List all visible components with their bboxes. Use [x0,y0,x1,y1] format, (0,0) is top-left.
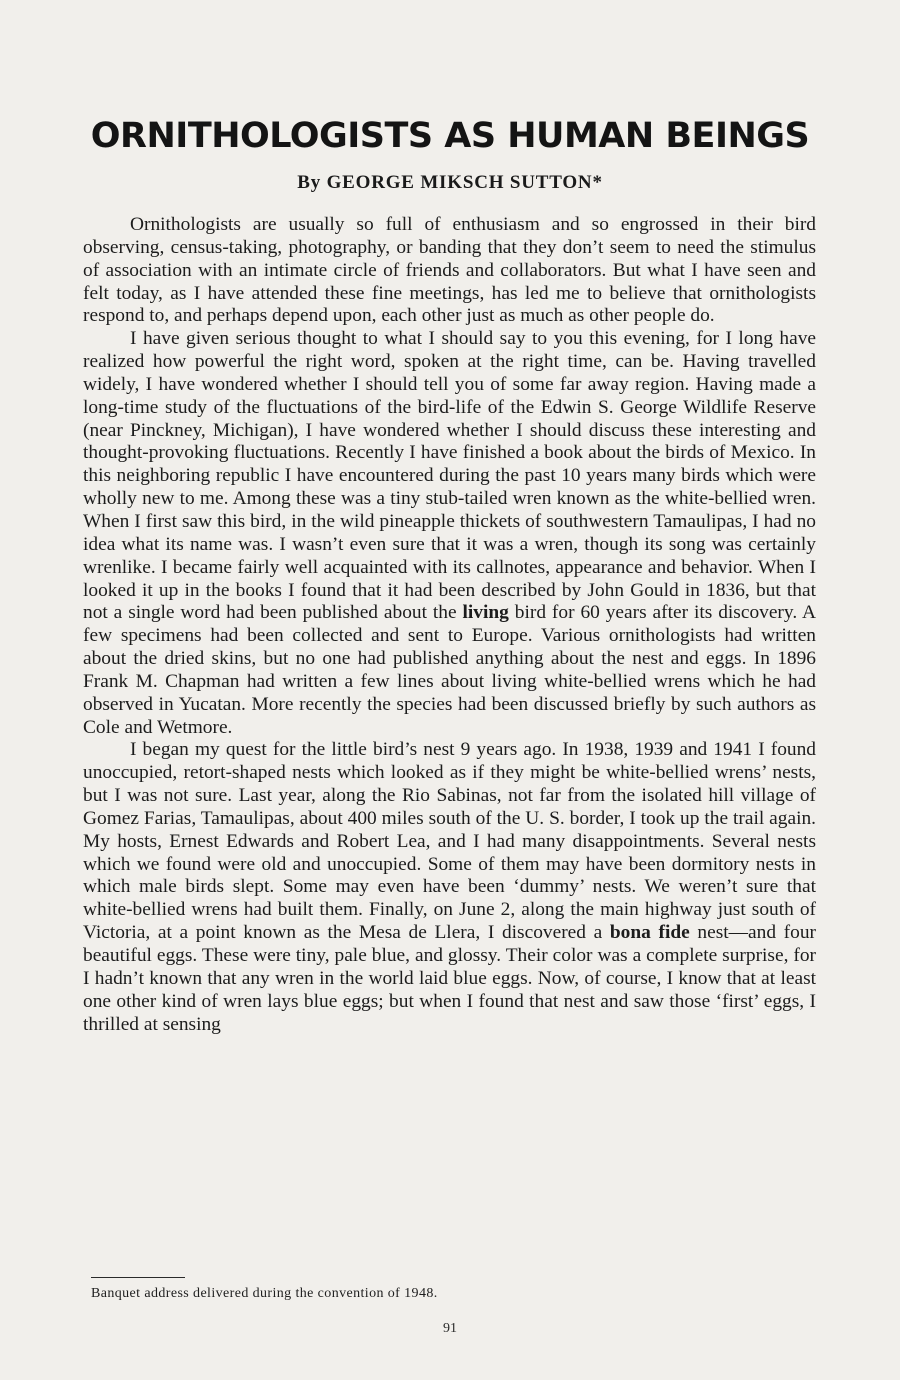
page-number: 91 [443,1321,457,1336]
footnote: Banquet address delivered during the convention of 1948. [91,1286,438,1301]
paragraph-3 [83,739,816,1036]
paragraph-2-part-1: I have given serious thought to what I should say to you this evening, for I long have realized how powerful the right word, spoken at the right time, can be. Having travelled widely, I have wondered whether I should tell you of some far away region. Having made a long-time study of the fluctuations of the bird-life of the Edwin S. George Wildlife Reserve (near Pinckney, Michigan), I have wondered whether I should discuss these interesting and thought-provoking fluctuations. Recently I have finished a book about the birds of Mexico. In this neighboring republic I have encountered during the past 10 years many birds which were wholly new to me. Among these was a tiny stub-tailed wren known as the white-bellied wren. When I first saw this bird, in the wild pineapple thickets of southwestern Tamaulipas, I had no idea what its name was. I wasn’t even sure that it was a wren, though its song was certainly wrenlike. I became fairly well acquainted with its callnotes, appearance and behavior. When I looked it up in the books I found that it had been described by John Gould in 1836, but that not a single word had been published about the [83,328,816,624]
emphasis-bona-fide: bona fide [609,922,690,944]
paragraph-1: Ornithologists are usually so full of enthusiasm and so engrossed in their bird observing, census-taking, photography, or banding that they don’t seem to need the stimulus of association with an intimate circle of friends and collaborators. But what I have seen and felt today, as I have attended these fine meetings, has led me to believe that ornithologists respond to, and perhaps depend upon, each other just as much as other people do. [83,214,816,327]
article-title: ORNITHOLOGISTS AS HUMAN BEINGS [90,116,810,156]
paragraph-2-part-2: bird for 60 years after its discovery. A few specimens had been collected and sent to Europe. Various ornithologists had written about the dried skins, but no one had published anything about the nest and eggs. In 1896 Frank M. Chapman had written a few lines about living white-bellied wrens which he had observed in Yucatan. More recently the species had been discussed briefly by such authors as Cole and Wetmore. [83,602,817,738]
article-body [83,214,816,1036]
footnote-rule [91,1277,185,1278]
author-byline: By GEORGE MIKSCH SUTTON* [297,172,603,193]
paragraph-3-part-2: nest—and four beautiful eggs. These were tiny, pale blue, and glossy. Their color was a complete surprise, for I hadn’t known that any wren in the world laid blue eggs. Now, of course, I know that at least one other kind of wren lays blue eggs; but when I found that nest and saw those ‘first’ eggs, I thrilled at sensing [83,922,816,1035]
paragraph-3-part-1: I began my quest for the little bird’s nest 9 years ago. In 1938, 1939 and 1941 I found unoccupied, retort-shaped nests which looked as if they might be white-bellied wrens’ nests, but I was not sure. Last year, along the Rio Sabinas, not far from the isolated hill village of Gomez Farias, Tamaulipas, about 400 miles south of the U. S. border, I took up the trail again. My hosts, Ernest Edwards and Robert Lea, and I had many disappointments. Several nests which we found were old and unoccupied. Some of them may have been dormitory nests in which male birds slept. Some may even have been ‘dummy’ nests. We weren’t sure that white-bellied wrens had built them. Finally, on June 2, along the main highway just south of Victoria, at a point known as the Mesa de Llera, I discovered a [83,739,816,944]
paragraph-2 [83,328,816,739]
emphasis-living: living [462,602,509,624]
